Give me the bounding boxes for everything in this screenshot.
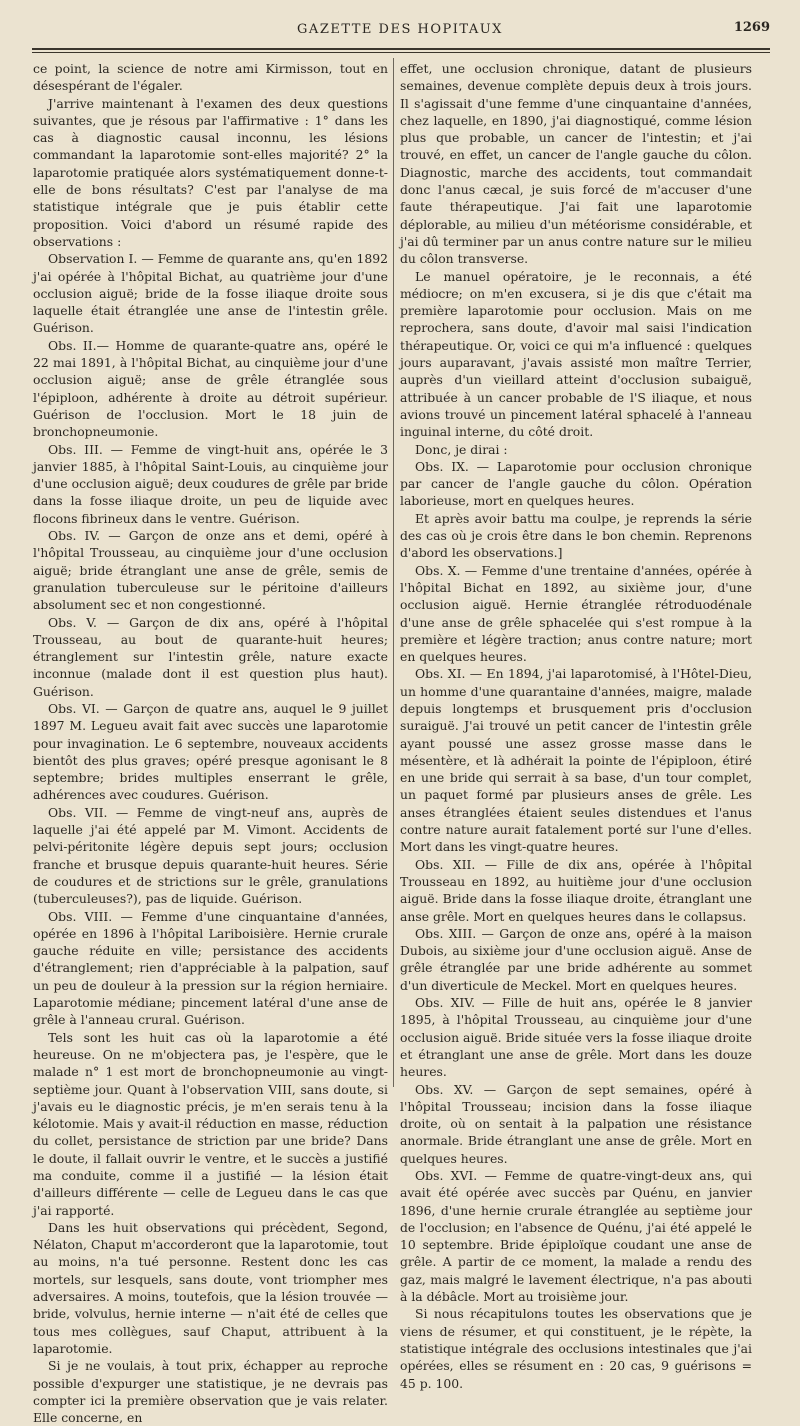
paragraph: Donc, je dirai : [415,441,508,457]
observation-paragraph: Obs. V. — Garçon de dix ans, opéré à l'hôpital Trousseau, au bout de quarante-huit heures; étranglement sur l'intestin grêle, nature exacte inconnue (malade dont il est question plus haut). Guérison. [33,614,388,699]
observation-paragraph: Obs. XIV. — Fille de huit ans, opérée le 8 janvier 1895, à l'hôpital Trousseau, au cinquième jour d'une occlusion aiguë. Bride située vers la fosse iliaque droite et étranglant une anse de grêle. Mort dans les douze heures. [400,995,752,1080]
observation-paragraph: Obs. II.— Homme de quarante-quatre ans, opéré le 22 mai 1891, à l'hôpital Bichat, au cinquième jour d'une occlusion aiguë; anse de grêle étranglée sous l'épiploon, adhérente à droite au détroit supérieur. Guérison de l'occlusion. Mort le 18 juin de bronchopneumonie. [33,337,388,440]
observation-paragraph: Obs. XV. — Garçon de sept semaines, opéré à l'hôpital Trousseau; incision dans la fosse iliaque droite, où on sentait à la palpation une résistance anormale. Bride étranglant une anse de grêle. Mort en quelques heures. [400,1081,752,1166]
observation-paragraph: Obs. III. — Femme de vingt-huit ans, opérée le 3 janvier 1885, à l'hôpital Saint-Louis, au cinquième jour d'une occlusion aiguë; deux coudures de grêle par bride dans la fosse iliaque droite, un peu de liquide avec flocons fibrineux dans le ventre. Guérison. [33,441,388,526]
page-number: 1269 [733,20,770,35]
observation-paragraph: Obs. XIII. — Garçon de onze ans, opéré à la maison Dubois, au sixième jour d'une occlusion aiguë. Anse de grêle étranglée par une bride adhérente au sommet d'un diverticule de Meckel. Mort en quelques heures. [400,925,752,993]
right-column [400,60,752,1392]
observation-paragraph: Obs. VII. — Femme de vingt-neuf ans, auprès de laquelle j'ai été appelé par M. Vimont. Accidents de pelvi-péritonite légère depuis sept jours; occlusion franche et brusque depuis quarante-huit heures. Série de coudures et de strictions sur le grêle, granulations (tuberculeuses?), pas de liquide. Guérison. [33,804,388,907]
page-header [30,18,770,40]
observation-paragraph: Obs. X. — Femme d'une trentaine d'années, opérée à l'hôpital Bichat en 1892, au sixième jour, d'une occlusion aiguë. Hernie étranglée rétroduodénale d'une anse de grêle sphacelée qui s'est rompue à la première et légère traction; anus contre nature; mort en quelques heures. [400,562,752,665]
column-separator [393,58,394,1087]
paragraph: ce point, la science de notre ami Kirmisson, tout en désespérant de l'égaler. [33,61,388,94]
header-rule-thick [32,48,770,50]
paragraph: Dans les huit observations qui précèdent, Segond, Nélaton, Chaput m'accorderont que la laparotomie, tout au moins, n'a tué personne. Restent donc les cas mortels, sur lesquels, sans doute, vont triompher mes adversaires. A moins, toutefois, que la lésion trouvée — bride, volvulus, hernie interne — n'ait été de celles que tous mes collègues, sauf Chaput, attribuent à la laparotomie. [33,1219,388,1356]
observation-paragraph: Observation I. — Femme de quarante ans, qu'en 1892 j'ai opérée à l'hôpital Bichat, au quatrième jour d'une occlusion aiguë; bride de la fosse iliaque droite sous laquelle était étranglée une anse de l'intestin grêle. Guérison. [33,251,388,336]
paragraph: Si je ne voulais, à tout prix, échapper au reproche possible d'expurger une statistique, je ne devrais pas compter ici la première observation que je vais relater. Elle concerne, en [33,1358,388,1426]
paragraph: Le manuel opératoire, je le reconnais, a été médiocre; on m'en excusera, si je dis que c'était ma première laparotomie pour occlusion. Mais on me reprochera, sans doute, d'avoir mal saisi l'indication thérapeutique. Or, voici ce qui m'a influencé : quelques jours auparavant, j'avais assisté mon maître Terrier, auprès d'un vieillard atteint d'occlusion subaiguë, attribuée à un cancer probable de l'S iliaque, et nous avions trouvé un pincement latéral sphacelé à l'anneau inguinal interne, du côté droit. [400,268,752,440]
paragraph: effet, une occlusion chronique, datant de plusieurs semaines, devenue complète depuis deux à trois jours. Il s'agissait d'une femme d'une cinquantaine d'années, chez laquelle, en 1890, j'ai diagnostiqué, comme lésion plus que probable, un cancer de l'intestin; et j'ai trouvé, en effet, un cancer de l'angle gauche du côlon. Diagnostic, marche des accidents, tout commandait donc l'anus cæcal, je suis forcé de m'accuser d'une faute thérapeutique. J'ai fait une laparotomie déplorable, au milieu d'un météorisme considérable, et j'ai dû terminer par un anus contre nature sur le milieu du côlon transverse. [400,61,752,267]
observation-paragraph: Obs. VI. — Garçon de quatre ans, auquel le 9 juillet 1897 M. Legueu avait fait avec succès une laparotomie pour invagination. Le 6 septembre, nouveaux accidents bientôt des plus graves; opéré presque agonisant le 8 septembre; brides multiples enserrant le grêle, adhérences avec coudures. Guérison. [33,700,388,803]
header-rule-thin [32,52,770,53]
observation-paragraph: Obs. IX. — Laparotomie pour occlusion chronique par cancer de l'angle gauche du côlon. Opération laborieuse, mort en quelques heures. [400,458,752,509]
paragraph: Tels sont les huit cas où la laparotomie a été heureuse. On ne m'objectera pas, je l'espère, que le malade n° 1 est mort de bronchopneumonie au vingt-septième jour. Quant à l'observation VIII, sans doute, si j'avais eu le diagnostic précis, je m'en serais tenu à la kélotomie. Mais y avait-il réduction en masse, réduction du collet, persistance de striction par une bride? Dans le doute, il fallait ouvrir le ventre, et le succès a justifié ma conduite, comme il a justifié — la lésion était d'ailleurs différente — celle de Legueu dans le cas que j'ai rapporté. [33,1029,388,1218]
observation-paragraph: Obs. IV. — Garçon de onze ans et demi, opéré à l'hôpital Trousseau, au cinquième jour d'une occlusion aiguë; bride étranglant une anse de grêle, semis de granulation tuberculeuse sur le péritoine d'ailleurs absolument sec et non congestionné. [33,528,388,613]
observation-paragraph: Obs. XII. — Fille de dix ans, opérée à l'hôpital Trousseau en 1892, au huitième jour d'une occlusion aiguë. Bride dans la fosse iliaque droite, étranglant une anse grêle. Mort en quelques heures dans le collapsus. [400,856,752,924]
observation-paragraph: Obs. XVI. — Femme de quatre-vingt-deux ans, qui avait été opérée avec succès par Quénu, en janvier 1896, d'une hernie crurale étranglée au septième jour de l'occlusion; en l'absence de Quénu, j'ai été appelé le 10 septembre. Bride épiploïque coudant une anse de grêle. A partir de ce moment, la malade a rendu des gaz, mais malgré le lavement électrique, n'a pas abouti à la débâcle. Mort au troisième jour. [400,1168,752,1305]
observation-paragraph: Obs. VIII. — Femme d'une cinquantaine d'années, opérée en 1896 à l'hôpital Lariboisière. Hernie crurale gauche réduite en ville; persistance des accidents d'étranglement; rien d'appréciable à la palpation, sauf un peu de douleur à la pression sur la région herniaire. Laparotomie médiane; pincement latéral d'une anse de grêle à l'anneau crural. Guérison. [33,908,388,1028]
left-column [33,60,388,1426]
paragraph: J'arrive maintenant à l'examen des deux questions suivantes, que je résous par l'affirmative : 1° dans les cas à diagnostic causal inconnu, les lésions commandant la laparotomie sont-elles majorité? 2° la laparotomie pratiquée alors systématiquement donne-t-elle de bons résultats? C'est par l'analyse de ma statistique intégrale que je puis établir cette proposition. Voici d'abord un résumé rapide des observations : [33,95,388,249]
journal-title: GAZETTE DES HOPITAUX [297,22,503,37]
paragraph: Si nous récapitulons toutes les observations que je viens de résumer, et qui constituent, je le répète, la statistique intégrale des occlusions intestinales que j'ai opérées, elles se résument en : 20 cas, 9 guérisons = 45 p. 100. [400,1306,752,1391]
observation-paragraph: Obs. XI. — En 1894, j'ai laparotomisé, à l'Hôtel-Dieu, un homme d'une quarantaine d'années, maigre, malade depuis longtemps et brusquement pris d'occlusion suraiguë. J'ai trouvé un petit cancer de l'intestin grêle ayant poussé une assez grosse masse dans le mésentère, et là adhérait la pointe de l'épiploon, étiré en une bride qui serrait à sa base, d'un tour complet, un paquet formé par plusieurs anses de grêle. Les anses étranglées étaient seules distendues et l'anus contre nature aurait fatalement porté sur l'une d'elles. Mort dans les vingt-quatre heures. [400,666,752,855]
paragraph: Et après avoir battu ma coulpe, je reprends la série des cas où je crois être dans le bon chemin. Reprenons d'abord les observations.] [400,510,752,561]
